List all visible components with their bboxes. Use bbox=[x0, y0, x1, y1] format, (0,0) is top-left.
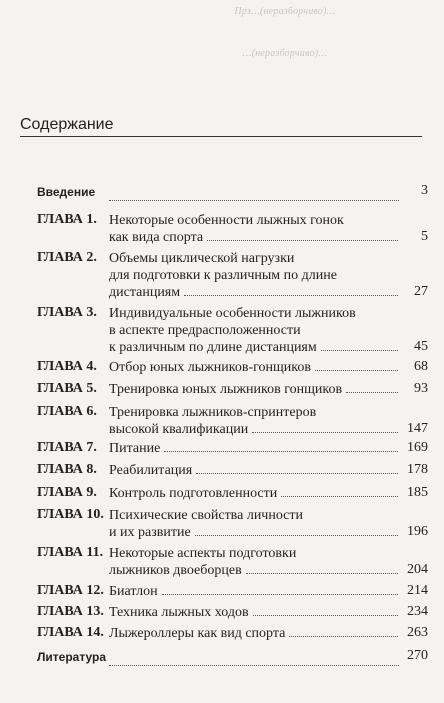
toc-entry bbox=[0, 485, 444, 506]
toc-entry bbox=[0, 583, 444, 604]
dot-leader bbox=[109, 200, 399, 201]
dot-leader bbox=[195, 535, 398, 536]
dot-leader bbox=[289, 636, 398, 637]
toc-entry bbox=[0, 440, 444, 461]
dot-leader bbox=[321, 350, 398, 351]
toc-entry bbox=[0, 507, 444, 545]
dot-leader bbox=[196, 473, 398, 474]
toc-title-line: и их развитие bbox=[109, 525, 191, 540]
toc-entry-label: ГЛАВА 14. bbox=[37, 625, 104, 640]
toc-entry bbox=[0, 183, 444, 204]
dot-leader bbox=[346, 392, 398, 393]
toc-page-number: 5 bbox=[421, 229, 428, 244]
toc-title-line: высокой квалификации bbox=[109, 422, 249, 437]
dot-leader bbox=[253, 615, 398, 616]
toc-entry bbox=[0, 212, 444, 250]
dot-leader bbox=[281, 496, 398, 497]
toc-entry-label: ГЛАВА 13. bbox=[37, 604, 104, 619]
toc-title-line: для подготовки к различным по длине bbox=[109, 268, 337, 283]
toc-title-line: Техника лыжных ходов bbox=[109, 605, 249, 620]
toc-entry-label: ГЛАВА 11. bbox=[37, 545, 104, 560]
toc-entry-title bbox=[109, 212, 401, 246]
toc-entry bbox=[0, 604, 444, 625]
toc-title-line: к различным по длине дистанциям bbox=[109, 340, 317, 355]
toc-page-number: 169 bbox=[407, 440, 428, 455]
bleed-through-text: Прз…(неразборчиво)… bbox=[234, 6, 336, 17]
toc-entry-label: ГЛАВА 6. bbox=[37, 404, 97, 419]
toc-entry bbox=[0, 625, 444, 646]
toc-entry-label: ГЛАВА 12. bbox=[37, 583, 104, 598]
dot-leader bbox=[162, 594, 398, 595]
toc-title-line: Объемы циклической нагрузки bbox=[109, 251, 295, 266]
toc-entry bbox=[0, 462, 444, 483]
toc-page-number: 196 bbox=[407, 524, 428, 539]
toc-page-number: 27 bbox=[414, 284, 428, 299]
toc-entry bbox=[0, 648, 444, 669]
bleed-through-text: …(неразборчиво)… bbox=[242, 48, 328, 59]
toc-title-line: Контроль подготовленности bbox=[109, 486, 278, 501]
toc-entry-label: ГЛАВА 3. bbox=[37, 305, 97, 320]
toc-entry-title bbox=[109, 485, 401, 502]
toc-title-line: Психические свойства личности bbox=[109, 508, 304, 523]
toc-title-line: в аспекте предрасположенности bbox=[109, 323, 301, 338]
dot-leader bbox=[109, 665, 399, 666]
toc-entry-label: ГЛАВА 8. bbox=[37, 462, 97, 477]
toc-page-number: 93 bbox=[414, 381, 428, 396]
toc-entry bbox=[0, 381, 444, 402]
toc-entry-title bbox=[109, 583, 401, 600]
toc-entry bbox=[0, 305, 444, 360]
toc-entry-label: ГЛАВА 9. bbox=[37, 485, 97, 500]
toc-page-number: 45 bbox=[414, 339, 428, 354]
toc-title-line: Реабилитация bbox=[109, 463, 193, 478]
toc-entry bbox=[0, 545, 444, 583]
toc-title-line: Питание bbox=[109, 441, 161, 456]
toc-page-number: 178 bbox=[407, 462, 428, 477]
toc-page-number: 147 bbox=[407, 421, 428, 436]
toc-entry-title bbox=[109, 604, 401, 621]
toc-entry-title bbox=[109, 250, 401, 301]
toc-title-line: как вида спорта bbox=[109, 230, 204, 245]
toc-page-number: 185 bbox=[407, 485, 428, 500]
toc-entry-label: ГЛАВА 2. bbox=[37, 250, 97, 265]
toc-title-line: лыжников двоеборцев bbox=[109, 563, 242, 578]
toc-entry-label: ГЛАВА 4. bbox=[37, 359, 97, 374]
toc-entry-title bbox=[109, 462, 401, 479]
toc-entry-title bbox=[109, 359, 401, 376]
toc-page-number: 204 bbox=[407, 562, 428, 577]
dot-leader bbox=[184, 295, 398, 296]
toc-entry-title bbox=[109, 381, 401, 398]
toc-title-line: Индивидуальные особенности лыжников bbox=[109, 306, 356, 321]
toc-entry bbox=[0, 404, 444, 442]
toc-entry-label: Литература bbox=[37, 650, 107, 664]
toc-entry-label: ГЛАВА 7. bbox=[37, 440, 97, 455]
toc-entry-title bbox=[109, 507, 401, 541]
toc-entry-title bbox=[109, 625, 401, 642]
toc-page-number: 234 bbox=[407, 604, 428, 619]
toc-page-number: 270 bbox=[407, 648, 428, 663]
toc-title-line: Лыжероллеры как вид спорта bbox=[109, 626, 286, 641]
dot-leader bbox=[207, 240, 398, 241]
toc-title-line: Отбор юных лыжников-гонщиков bbox=[109, 360, 311, 375]
toc-title-line: Некоторые аспекты подготовки bbox=[109, 546, 297, 561]
dot-leader bbox=[246, 573, 398, 574]
toc-title-line: дистанциям bbox=[109, 285, 181, 300]
toc-title-line: Тренировка юных лыжников гонщиков bbox=[109, 382, 343, 397]
toc-title-line: Биатлон bbox=[109, 584, 158, 599]
toc-entry-label: ГЛАВА 1. bbox=[37, 212, 97, 227]
contents-heading: Содержание bbox=[20, 116, 114, 133]
toc-entry-label: ГЛАВА 5. bbox=[37, 381, 97, 396]
toc-entry-title bbox=[109, 545, 401, 579]
toc-entry-title bbox=[109, 440, 401, 457]
toc-entry bbox=[0, 359, 444, 380]
toc-title-line: Тренировка лыжников-спринтеров bbox=[109, 405, 317, 420]
toc-page-number: 68 bbox=[414, 359, 428, 374]
toc-entry bbox=[0, 250, 444, 305]
toc-entry-label: ГЛАВА 10. bbox=[37, 507, 104, 522]
dot-leader bbox=[315, 370, 398, 371]
toc-entry-title bbox=[109, 404, 401, 438]
dot-leader bbox=[164, 451, 398, 452]
toc-entry-label: Введение bbox=[37, 185, 96, 199]
toc-page-number: 263 bbox=[407, 625, 428, 640]
dot-leader bbox=[252, 432, 398, 433]
toc-entry-title bbox=[109, 305, 401, 356]
toc-page-number: 3 bbox=[421, 183, 428, 198]
toc-page-number: 214 bbox=[407, 583, 428, 598]
toc-title-line: Некоторые особенности лыжных гонок bbox=[109, 213, 344, 228]
